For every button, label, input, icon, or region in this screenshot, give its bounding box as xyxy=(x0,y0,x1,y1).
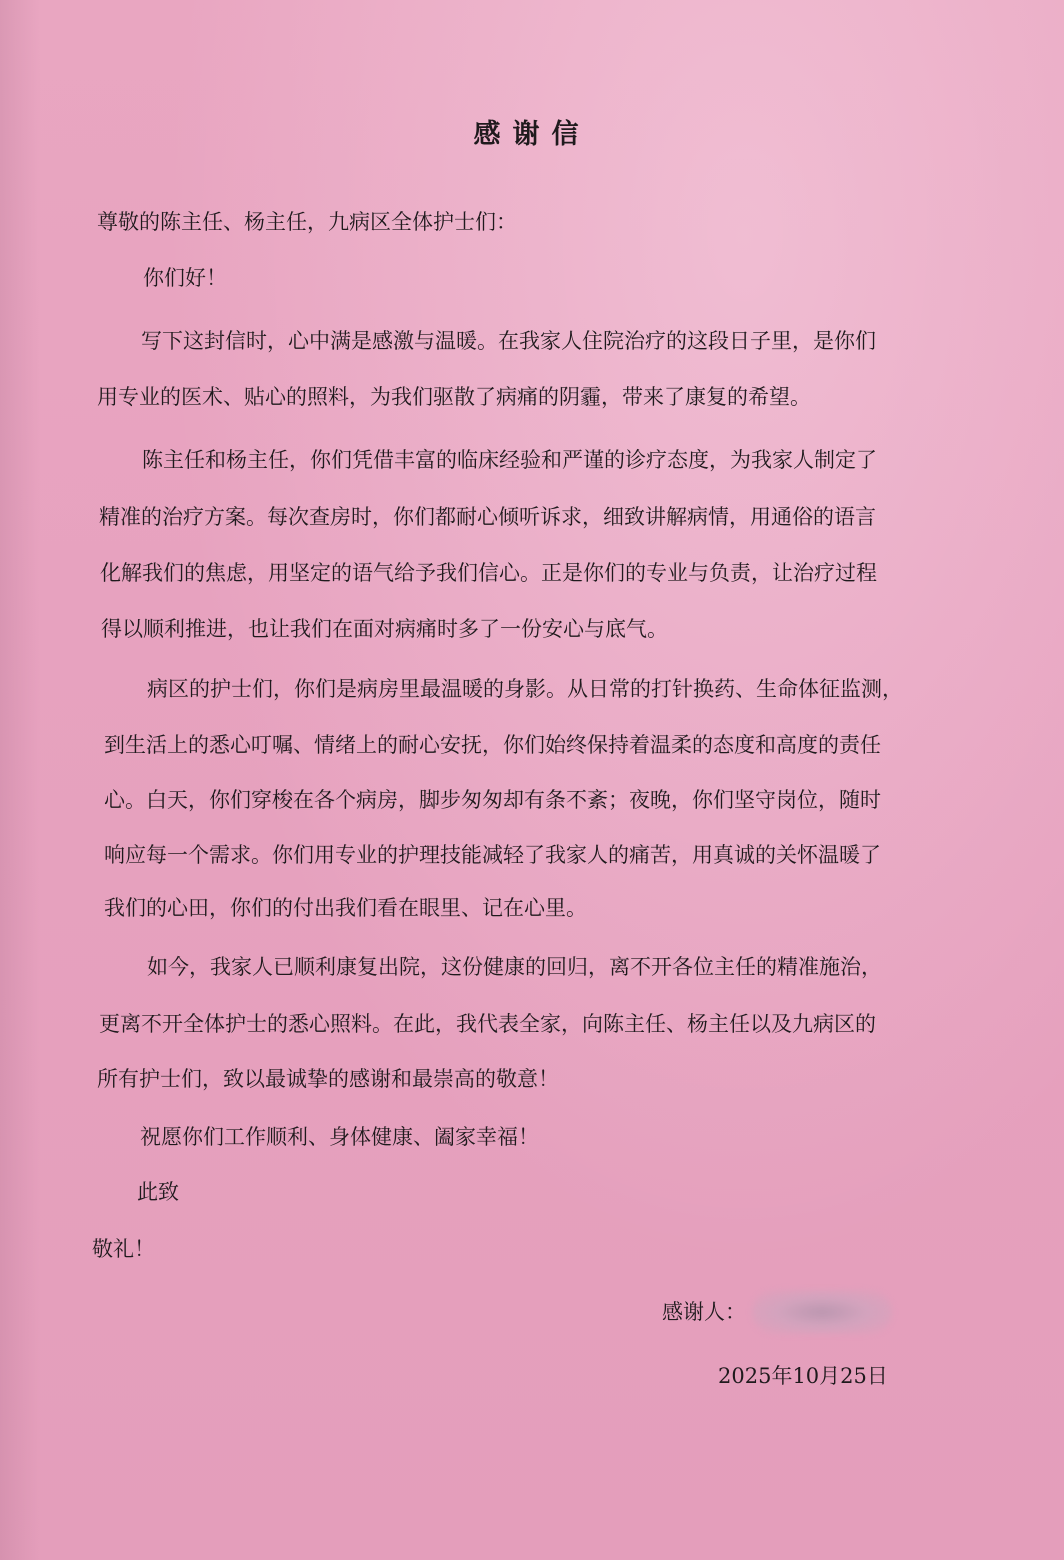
paragraph-2-line-1: 陈主任和杨主任，你们凭借丰富的临床经验和严谨的诊疗态度，为我家人制定了 xyxy=(142,448,877,472)
paper-shadow xyxy=(0,0,40,1560)
closing-line-2: 敬礼！ xyxy=(92,1237,155,1261)
paragraph-4-line-1: 如今，我家人已顺利康复出院，这份健康的回归，离不开各位主任的精准施治， xyxy=(147,955,882,979)
letter-date: 2025年10月25日 xyxy=(718,1364,888,1388)
paragraph-2-line-2: 精准的治疗方案。每次查房时，你们都耐心倾听诉求，细致讲解病情，用通俗的语言 xyxy=(99,505,876,529)
paragraph-3-line-3: 心。白天，你们穿梭在各个病房，脚步匆匆却有条不紊；夜晚，你们坚守岗位，随时 xyxy=(104,788,881,812)
paragraph-1-line-1: 写下这封信时，心中满是感激与温暖。在我家人住院治疗的这段日子里，是你们 xyxy=(141,329,876,353)
paragraph-3-line-1: 病区的护士们，你们是病房里最温暖的身影。从日常的打针换药、生命体征监测， xyxy=(147,677,903,701)
paragraph-4-line-3: 所有护士们，致以最诚挚的感谢和最崇高的敬意！ xyxy=(97,1067,559,1091)
paragraph-3-line-4: 响应每一个需求。你们用专业的护理技能减轻了我家人的痛苦，用真诚的关怀温暖了 xyxy=(104,843,881,867)
redacted-signature xyxy=(752,1290,892,1334)
greeting: 你们好！ xyxy=(143,266,227,290)
paragraph-4-line-2: 更离不开全体护士的悉心照料。在此，我代表全家，向陈主任、杨主任以及九病区的 xyxy=(99,1012,876,1036)
closing-line-1: 此致 xyxy=(137,1180,179,1204)
paragraph-2-line-3: 化解我们的焦虑，用坚定的语气给予我们信心。正是你们的专业与负责，让治疗过程 xyxy=(100,561,877,585)
salutation: 尊敬的陈主任、杨主任，九病区全体护士们： xyxy=(97,210,517,234)
paragraph-1-line-2: 用专业的医术、贴心的照料，为我们驱散了病痛的阴霾，带来了康复的希望。 xyxy=(97,385,811,409)
signer-label: 感谢人： xyxy=(662,1300,746,1324)
wishes-line: 祝愿你们工作顺利、身体健康、阖家幸福！ xyxy=(140,1125,539,1149)
paragraph-3-line-2: 到生活上的悉心叮嘱、情绪上的耐心安抚，你们始终保持着温柔的态度和高度的责任 xyxy=(104,733,881,757)
paragraph-3-line-5: 我们的心田，你们的付出我们看在眼里、记在心里。 xyxy=(104,896,587,920)
letter-title: 感谢信 xyxy=(473,119,591,150)
paragraph-2-line-4: 得以顺利推进，也让我们在面对病痛时多了一份安心与底气。 xyxy=(101,617,668,641)
